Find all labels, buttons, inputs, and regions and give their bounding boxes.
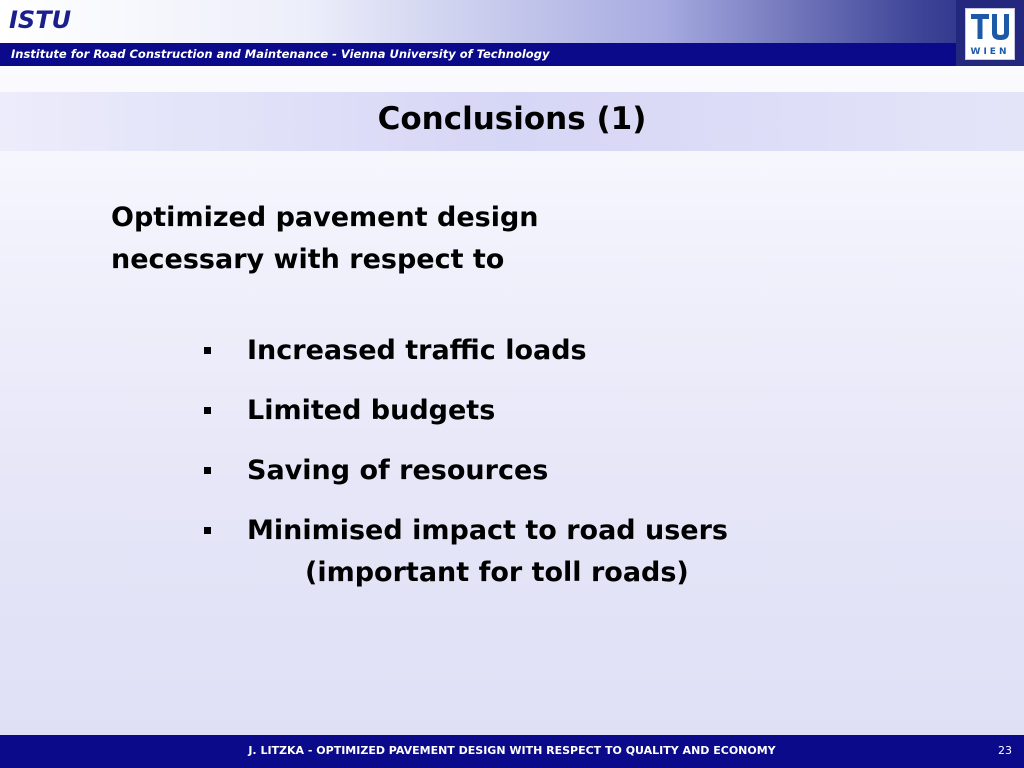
logo-wien-text: WIEN bbox=[970, 47, 1010, 57]
square-bullet-icon bbox=[204, 347, 211, 354]
bullet-text: Saving of resources bbox=[247, 455, 549, 486]
institute-bar bbox=[0, 43, 956, 66]
bullet-text: Increased traffic loads bbox=[247, 335, 587, 366]
bullet-item bbox=[200, 450, 728, 492]
bullet-list bbox=[200, 330, 728, 612]
bullet-text: Limited budgets bbox=[247, 395, 496, 426]
header-gradient-band bbox=[0, 0, 1024, 43]
tu-wien-logo bbox=[965, 8, 1015, 60]
bullet-item bbox=[200, 330, 728, 372]
tu-wien-logo-graphic bbox=[966, 9, 1014, 59]
intro-text bbox=[111, 197, 539, 281]
footer-title: J. LITZKA - OPTIMIZED PAVEMENT DESIGN WITH RESPECT TO QUALITY AND ECONOMY bbox=[248, 744, 776, 757]
intro-line: Optimized pavement design bbox=[111, 202, 539, 233]
square-bullet-icon bbox=[204, 527, 211, 534]
bullet-text: Minimised impact to road users bbox=[247, 515, 729, 546]
brand-title: ISTU bbox=[9, 6, 72, 34]
page-number: 23 bbox=[998, 744, 1012, 757]
intro-line: necessary with respect to bbox=[111, 244, 505, 275]
bullet-item bbox=[200, 510, 728, 594]
slide-title: Conclusions (1) bbox=[377, 101, 647, 137]
bullet-continuation: (important for toll roads) bbox=[305, 557, 689, 588]
bullet-item bbox=[200, 390, 728, 432]
institute-name: Institute for Road Construction and Maintenance - Vienna University of Technology bbox=[11, 47, 550, 61]
square-bullet-icon bbox=[204, 467, 211, 474]
square-bullet-icon bbox=[204, 407, 211, 414]
